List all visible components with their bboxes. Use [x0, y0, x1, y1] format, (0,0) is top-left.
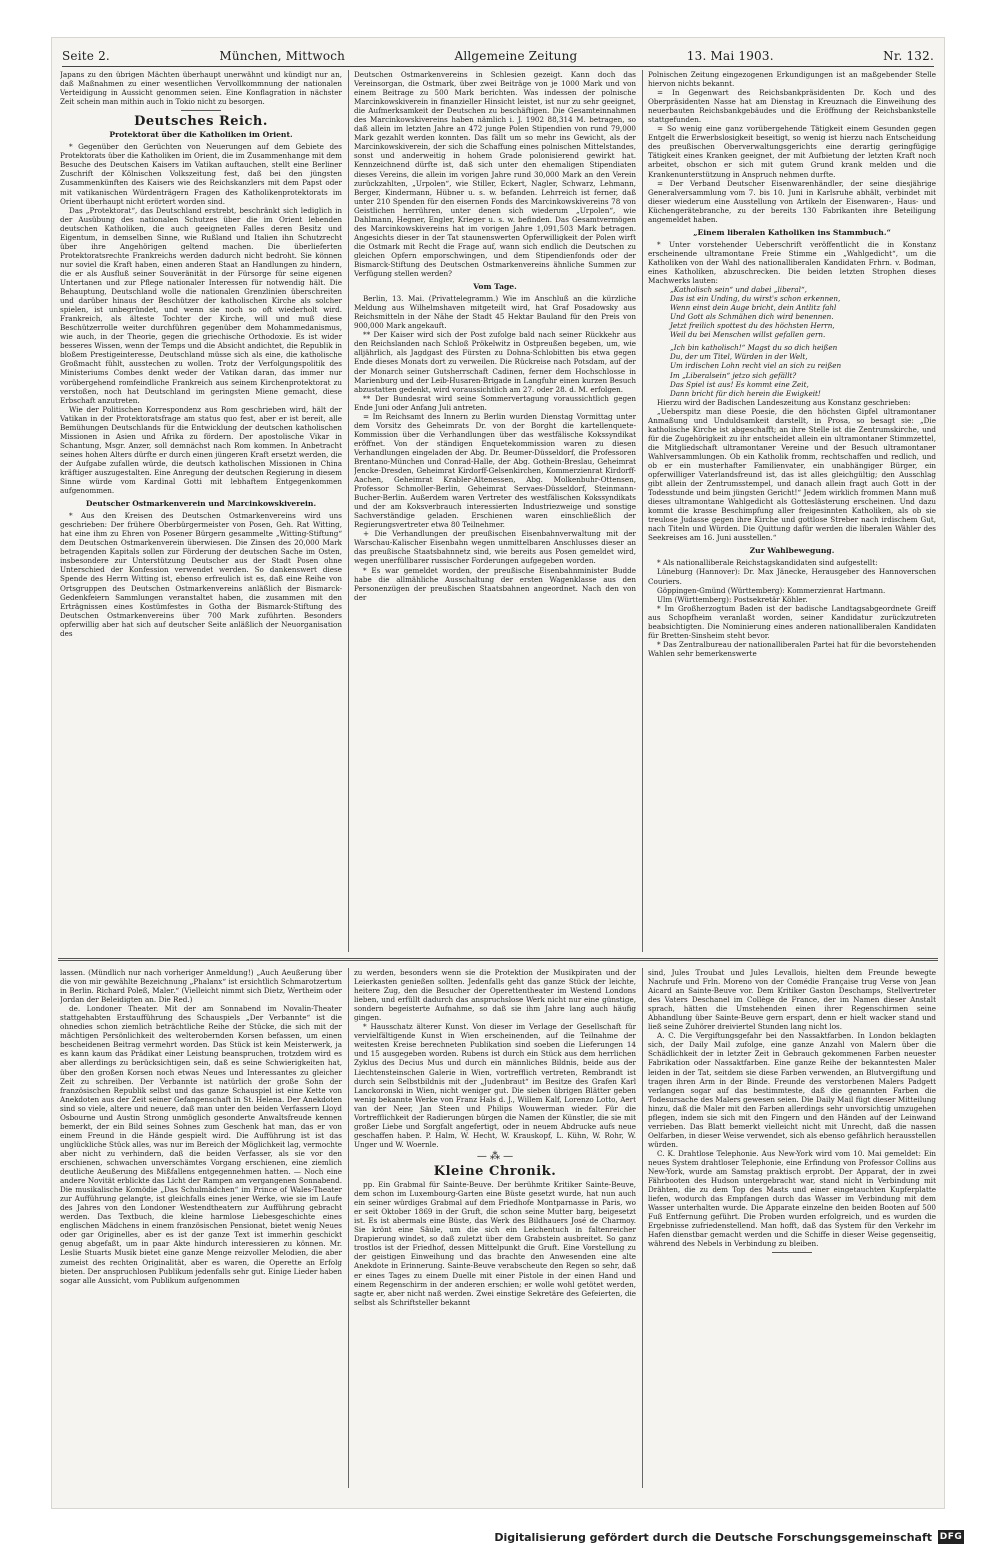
poem-line: Um irdischen Lohn recht viel an sich zu reißen: [670, 361, 842, 371]
text-paragraph: * Gegenüber den Gerüchten von Neuerungen auf dem Gebiete des Protektorats über die Katholiken im Orient, die im Zusammenhange mit dem Besuche des Deutschen Kaisers im Vatikan auftauchen, stellt eine Berliner Zuschrift der Kölnischen Volkszeitung fest, daß bei den jüngsten Zusammenkünften des Kaisers wie des Reichskanzlers mit dem Papst oder mit vatikanischen Würdenträgern Fragen des Katholikenprotektorats im Orient überhaupt nicht erörtert worden sind.: [60, 142, 342, 206]
poem-line: Das ist ein Unding, du wirst's schon erkennen,: [670, 294, 841, 304]
column-rule: [642, 70, 643, 952]
text-paragraph: * Aus den Kreisen des Deutschen Ostmarkenvereins wird uns geschrieben: Der frühere Oberbürgermeister von Posen, Geh. Rat Witting, hat eine ihm zu Ehren von Posener Bürgern gesammelte „Witting-Stiftung“ dem Deutschen Ostmarkenverein überwiesen. Die Zinsen des 20,000 Mark betragenden Kapitals sollen zur Förderung der deutschen Sache im Osten, insbesondere zur Unterstützung Deutscher aus der Stadt Posen ohne Unterschied der Konfession verwendet werden. So dankenswert diese Spende des Herrn Witting ist, ebenso erfreulich ist es, daß eine Reihe von Ortsgruppen des Deutschen Ostmarkenvereins anläßlich der Bismarck-Gedenkfeiern Sammlungen veranstaltet haben, die zusammen mit den Erträgnissen eines Kostümfestes in Gotha der Bismarck-Stiftung des Deutschen Ostmarkenvereins über 700 Mark zuführten. Besonders opferwillig aber hat sich auf deutscher Seite anläßlich der Neuorganisation des: [60, 511, 342, 638]
text-paragraph: C. K. Drahtlose Telephonie. Aus New-York wird vom 10. Mai gemeldet: Ein neues System drahtloser Telephonie, eine Erfindung von Professor Collins aus New-York, wurde am Samstag praktisch erprobt. Der Apparat, der in zwei Fährbooten des Hudson untergebracht war, stand nicht in Verbindung mit Drähten, die zu dem Top des Masts und einer eingetauchten Kupferplatte liefen, wodurch das Empfangen durch das Wasser im Verbindung mit dem Wasser unterhalten wurde. Die Apparate einzelne den beiden Booten auf 500 Fuß Entfernung geführt. Die Proben wurden erfolgreich, und es wurden die Ergebnisse zufriedenstellend. Man hofft, daß das System für den Verkehr im Hafen dienstbar gemacht werden und die Schiffe in dieser Weise gegenseitig, während des Nebels in Verbindung zu bleiben.: [648, 1148, 936, 1249]
poem-line: Jetzt freilich spottest du des höchsten Herrn,: [670, 321, 835, 331]
section-heading: Deutsches Reich.: [134, 114, 268, 130]
poem-line: Das Spiel ist aus! Es kommt eine Zeit,: [670, 379, 809, 389]
article-heading: Zur Wahlbewegung.: [749, 546, 835, 556]
text-paragraph: A. C. Die Vergiftungsgefahr bei den Nassaktfarben. In London beklagten sich, der Daily Mail zufolge, eine ganze Anzahl von Malern über die Schädlichkeit der in letzter Zeit in Gebrauch gekommenen Farben neuester Fabrikation oder Nassaktfarben. Eine ganze Reihe der bekanntesten Maler leiden in der Tat, seitdem sie diese Farben verwenden, an Blutvergiftung und tragen ihren Arm in der Binde. Freunde des verstorbenen Malers Padgett verlangen sogar auf das bestimmteste, daß die genannten Farben die Todesursache des Malers gewesen seien. Die Daily Mail fügt dieser Mitteilung hinzu, daß die Maler mit den Farben allerdings sehr unvorsichtig umzugehen pflegen, indem sie sich mit den Fingern und den Händen auf der Leinwand verrieben. Das Blatt bemerkt vielleicht nicht mit Unrecht, daß die nassen Oelfarben, in dieser Weise verwendet, sich als ebenso gefährlich herausstellen würden.: [648, 1031, 936, 1149]
poem-line: „Ich bin katholisch!“ Magst du so dich heißen: [670, 343, 838, 353]
poem-line: Und Gott als Schmähen dich wird benennen.: [670, 312, 834, 322]
text-paragraph: ** Der Bundesrat wird seine Sommervertagung voraussichtlich gegen Ende Juni oder Anfang Juli antreten.: [354, 393, 636, 412]
column-6: [648, 968, 936, 1488]
column-1: [60, 70, 342, 952]
article-heading: „Einem liberalen Katholiken ins Stammbuch.“: [693, 227, 891, 237]
column-3: [648, 70, 936, 952]
poem-line: Wenn einst dein Auge bricht, dein Antlitz fahl: [670, 303, 837, 313]
text-paragraph: lassen. (Mündlich nur nach vorheriger Anmeldung!) „Auch Aeußerung über die von mir gewählte Bezeichnung „Phalanx“ ist ersichtlich Schmarotzertum in Berlin. Richard Poleß, Maler.“ (Vielleicht nimmt sich Dietz, Wertheim oder Jordan der Beleidigten an. Die Red.): [60, 968, 342, 1005]
text-paragraph: sind, Jules Troubat und Jules Levallois, hielten dem Freunde bewegte Nachrufe und Frln. Moreno von der Comédie Française trug Verse von Jean Aicard an Sainte-Beuve vor. Dem Kritiker Gaston Deschamps, Stellvertreter des Vaters Deschanel im Collège de France, der im Namen dieser Anstalt sprach, hätten die Umstehenden einen ihrer Regenschirmen seine Abhandlung über Sainte-Beuve gern erspart, denn er hielt wacker stand und ließ seine Zuhörer dreiviertel Stunden lang nicht los.: [648, 968, 936, 1032]
newspaper-title: Allgemeine Zeitung: [454, 49, 578, 63]
dfg-logo: DFG: [939, 1532, 963, 1542]
text-paragraph: * Unter vorstehender Ueberschrift veröffentlicht die in Konstanz erscheinende ultramontane Freie Stimme ein „Wahlgedicht“, um die Katholiken von der Wahl des nationalliberalen Kandidaten Frhrn. v. Bodman, eines Katholiken, abzuschrecken. Die beiden letzten Strophen dieses Machwerks lauten:: [648, 239, 936, 286]
text-paragraph: Deutschen Ostmarkenvereins in Schlesien gezeigt. Kann doch das Vereinsorgan, die Ostmark, über zwei Beiträge von je 1000 Mark und von einem Beitrage zu 500 Mark berichten. Was indessen der polnische Marcinkowskiverein in finanzieller Hinsicht leistet, ist nur zu sehr geeignet, die Aufmerksamkeit der Deutschen zu beschäftigen. Die Gesamteinnahmen des Marcinkowskivereins haben nämlich i. J. 1902 88,314 M. betragen, so daß allein im letzten Jahre an 472 junge Polen Stipendien von rund 79,000 Mark gezahlt werden konnten. Das fällt um so mehr ins Gewicht, als der Marcinkowskiverein, der sich die Schaffung eines polnischen Mittelstandes, sonst und anderweitig in hohem Grade polonisierend gewirkt hat. Kennzeichnend dürfte ist, daß sich unter den ehemaligen Stipendiaten dieses Vereins, die allein im vorigen Jahre rund 30,000 Mark an den Verein zurückzahlten, „Urpolen“, wie Stiller, Eckert, Nagler, Schwarz, Lehmann, Berger, Kindermann, Hübner u. s. w. befanden. Lehrreich ist ferner, daß unter 210 Spenden für den eisernen Fonds des Marcinkowskivereins 78 von Geistlichen herrühren, unter denen sich wiederum „Urpolen“, wie Dahlmann, Hegner, Engler, Krieger u. s. w. befinden. Das Gesamtvermögen des Marcinkowskivereins hat im vorigen Jahre 1,091,503 Mark betragen. Angesichts dieser in der Tat staunenswerten Opferwilligkeit der Polen wirft die Ostmark mit Recht die Frage auf, wann sich endlich die Deutschen zu gleichen Opfern emporschwingen, und dem Stipendienfonds oder der Bismarck-Stiftung des Deutschen Ostmarkenvereins ähnliche Summen zur Verfügung stellen werden?: [354, 70, 636, 279]
text-paragraph: Japans zu den übrigen Mächten überhaupt unerwähnt und kündigt nur an, daß Maßnahmen zu einer wesentlichen Vervollkommnung der nationalen Verteidigung in Aussicht genommen seien. Eine Konflagration in nächster Zeit schein man mithin auch in Tokio nicht zu besorgen.: [60, 70, 342, 107]
text-paragraph: = In Gegenwart des Reichsbankpräsidenten Dr. Koch und des Oberpräsidenten Nasse hat am Dienstag in Kreuznach die Einweihung des neuerbauten Reichsbankgebäudes und die Eröffnung der Reichsbankstelle stattgefunden.: [648, 88, 936, 125]
divider: [772, 1252, 812, 1253]
text-paragraph: * Hausschatz älterer Kunst. Von dieser im Verlage der Gesellschaft für vervielfältigende Kunst in Wien erscheinenden, auf die Teilnahme der weitesten Kreise berechneten Publikation sind soeben die Lieferungen 14 und 15 ausgegeben worden. Rubens ist durch ein Stück aus dem herrlichen Zyklus des Decius Mus und durch ein männliches Bildnis, beide aus der Liechtensteinschen Galerie in Wien, vortrefflich vertreten, Rembrandt ist durch sein Selbstbildnis mit der „Judenbraut“ im Besitze des Grafen Karl Lanckoronski in Wien, nicht weniger gut. Die sieben übrigen Blätter geben wenig bekannte Werke von Franz Hals d. J., Willem Kalf, Lorenzo Lotto, Aert van der Neer, Jan Steen und Philips Wouwerman wieder. Für die Vortrefflichkeit der Radierungen bürgen die Namen der Künstler, die sie mit großer Liebe und Sorgfalt angefertigt, oder in neuem Abdrucke aufs neue geschaffen haben. P. Halm, W. Hecht, W. Krauskopf, L. Kühn, W. Rohr, W. Unger und W. Woernle.: [354, 1022, 636, 1149]
text-paragraph: zu werden, besonders wenn sie die Protektion der Musikpiraten und der Leierkasten genießen sollten. Jedenfalls geht das ganze Stück der leichte, heitere Zug, den die Besucher der Operettentheater im Westend Londons lieben, und erfüllt dadurch das anspruchslose Werk nicht nur eine günstige, sondern begeisterte Aufnahme, so daß sie ihm Jahre lang auch häufig gingen.: [354, 968, 636, 1023]
text-paragraph: * Im Großherzogtum Baden ist der badische Landtagsabgeordnete Greiff aus Schopfheim veranlaßt worden, seiner Kandidatur zurückzutreten beabsichtigten. Die Nominierung eines anderen nationalliberalen Kandidaten für Bretten-Sinsheim steht bevor.: [648, 603, 936, 640]
divider: [181, 110, 221, 111]
poem-line: Du, der um Titel, Würden in der Welt,: [670, 352, 808, 362]
column-5: [354, 968, 636, 1488]
text-paragraph: pp. Ein Grabmal für Sainte-Beuve. Der berühmte Kritiker Sainte-Beuve, dem schon im Luxembourg-Garten eine Büste gesetzt wurde, hat nun auch ein seiner würdiges Grabmal auf dem Friedhofe Montparnasse in Paris, wo er seit Oktober 1869 in der Gruft, die schon seine Mutter barg, beigesetzt ist. Es ist abermals eine Büste, das Werk des Bildhauers José de Charmoy. Sie krönt eine Säule, um die sich ein Leichentuch in faltenreicher Drapierung windet, so daß zuletzt über dem Grabstein ausbreitet. So ganz trostlos ist der Friedhof, dessen Mittelpunkt die Gruft. Eine Vorstellung zu der geistigen Einweihung und das brachte den Anwesenden eine alte Anekdote in Erinnerung. Sainte-Beuve verabscheute den Regen so sehr, daß er eines Tages zu einem Duelle mit einer Pistole in der einen Hand und einem Regenschirm in der anderen erschien; er wolle wohl getötet werden, sagte er, aber nicht naß werden. Zwei einstige Sekretäre des Gefeierten, die selbst als Schriftsteller bekannt: [354, 1180, 636, 1307]
text-paragraph: * Das Zentralbureau der nationalliberalen Partei hat für die bevorstehenden Wahlen sehr bemerkenswerte: [648, 639, 936, 658]
column-rule: [642, 968, 643, 1488]
poem-stanza-2: [648, 343, 936, 397]
poem-line: Dann bricht für dich herein die Ewigkeit!: [670, 388, 821, 398]
poem-stanza-1: [648, 285, 936, 339]
text-paragraph: = So wenig eine ganz vorübergehende Tätigkeit einem Gesunden gegen Entgelt die Erwerbslosigkeit beseitigt, so wenig ist hierzu nach Entscheidung des preußischen Oberverwaltungsgerichts eine derartig geringfügige Tätigkeit eines Kranken geeignet, der mit Aufbietung der letzten Kraft noch arbeitet, obschon er sich mit gutem Grund krank melden und die Krankenunterstützung in Anspruch nehmen durfte.: [648, 124, 936, 179]
feuilleton-divider: [58, 958, 938, 961]
text-paragraph: + Die Verhandlungen der preußischen Eisenbahnverwaltung mit der Warschau-Kalischer Eisenbahn wegen unmittelbaren Anschlusses dieser an das preußische Staatsbahnnetz sind, wie bereits aus Posen gemeldet wird, wegen unerfüllbarer russischer Forderungen aufgegeben worden.: [354, 529, 636, 566]
text-paragraph: = Im Reichsamt des Innern zu Berlin wurden Dienstag Vormittag unter dem Vorsitz des Geheimrats Dr. von der Borght die kartellenquete-Kommission über die Verhandlungen über das westfälische Kokssyndikat eröffnet. Von der ständigen Enquetekommission waren zu diesen Verhandlungen eingeladen der Abg. Dr. Beumer-Düsseldorf, die Professoren Brentano-München und Conrad-Halle, der Abg. Gothein-Breslau, Geheimrat Jencke-Dresden, Geheimrat Kirdorff-Gelsenkirchen, Kommerzienrat Kirdorff-Aachen, Geheimrat Krabler-Altenessen, Abg. Molkenbuhr-Ottensen, Professor Schmoller-Berlin, Geheimrat Servaes-Düsseldorf, Steinmann-Bucher-Berlin. Außerdem waren Vertreter des westfälischen Kokssyndikats und der am Koksverbrauch interessierten Industriezweige und sonstige Sachverständige geladen. Erschienen waren einschließlich der Regierungsvertreter etwa 80 Teilnehmer.: [354, 411, 636, 530]
text-paragraph: Ulm (Württemberg): Postsekretär Köhler.: [657, 594, 808, 604]
article-heading: Deutscher Ostmarkenverein und Marcinkowskiverein.: [85, 499, 317, 509]
column-rule: [348, 70, 349, 952]
text-paragraph: de. Londoner Theater. Mit der am Sonnabend im Novalin-Theater stattgehabten Erstaufführung des Schauspiels „Der Verbannte“ ist die ohnedies schon ziemlich beträchtliche Reihe der Stücke, die sich mit der mächtigen Persönlichkeit des welterobernden Korsen befassen, um einen bescheidenen Beitrag vermehrt worden. Das Stück ist kein Meisterwerk, ja es kann kaum das Prädikat einer Leistung beanspruchen, trotzdem wird es aber allerdings zu berücksichtigen sein, daß es seine Schwierigkeiten hat, über den großen Korsen noch etwas Neues und Interessantes zu gleicher Zeit zu schreiben. Der Verbannte ist natürlich der große Sohn der französischen Republik selbst und das ganze Schauspiel ist eine Kette von Anekdoten aus der Zeit seiner Gefangenschaft in St. Helena. Der Anekdoten sind so viele, altere und neuere, daß man unter den beiden Verfassern Lloyd Osbourne und Austin Strong unmöglich gesonderte Anwaltsfreude kennen bemerkt, der ein Bild seines Sohnes zum Geschenk hat man, das er von einem Freund in die Hände gespielt wird. Die Aufführung ist ist das unglückliche Stück alles, was nur im Bereich der Möglichkeit lag, vermochte aber nicht zu verhindern, daß die beiden Verfasser, als sie vor den erschienen, schwachen unverschämtes Vorgang erschienen, eine ziemlich deutliche Aeußerung des Mißfallens entgegennehmen hatten. — Noch eine andere Novität erblickte das Licht der Rampen am vergangenen Sonnabend. Die musikalische Komödie „Das Schulmädchen“ im Prince of Wales-Theater zur Aufführung gelangte, ist gleichfalls eines jener Werke, wie sie im Laufe des Jahres von den Londoner Westendtheatern zur Aufführung gebracht werden. Das Textbuch, die kleine harmlose Liebesgeschichte eines englischen Mädchens in einem französischen Pensionat, bietet wenig Neues oder gar Originelles, aber es ist der ganze Text ist immerhin geschickt genug abgefaßt, um in paar Akte hindurch interessieren zu können. Mr. Leslie Stuarts Musik bietet eine ganze Menge reizvoller Melodien, die aber zumeist des rechten Originalität, aber es waren, die Operette an Erfolg bieten. Der anspruchlosen Publikum jedenfalls sehr gut. Einige Lieder haben sogar alle Aussicht, vom Publikum aufgenommen: [60, 1004, 342, 1285]
text-paragraph: Polnischen Zeitung eingezogenen Erkundigungen ist an maßgebender Stelle hiervon nichts bekannt.: [648, 70, 936, 89]
article-heading: Vom Tage.: [473, 282, 517, 292]
text-paragraph: Berlin, 13. Mai. (Privattelegramm.) Wie im Anschluß an die kürzliche Meldung aus Wilhelmshaven mitgeteilt wird, hat Graf Posadowsky aus Reichsmitteln in der Nähe der Stadt 45 Hektar Bauland für den Preis von 900,000 Mark angekauft.: [354, 294, 636, 331]
text-paragraph: Das „Protektorat“, das Deutschland erstrebt, beschränkt sich lediglich in der Ausübung des nationalen Schutzes über die im Orient lebenden deutschen Katholiken, die auch geeigneten Falles deren Besitz und Eigentum, in demselben Sinne, wie Rußland und Italien ihn Schutzrecht über ihre Angehörigen geltend machen. Die überlieferten Protektoratsrechte Frankreichs werden dadurch nicht bedroht. Sie können nur soviel die Kraft haben, einen anderen Staat an Handlungen zu hindern, die er als Ausfluß seiner Souveränität in der Fürsorge für seine eigenen Untertanen und zur Pflege nationaler Interessen für notwendig hält. Die Behauptung, Deutschland wolle die nationalen Grenzlinien überschreiten und darüber hinaus der Beschützer der katholischen Kirche als solcher spielen, ist unbegründet, und wenn sie noch so oft wiederholt wird. Frankreich, als älteste Tochter der Kirche, will und muß diese Beschützerrolle weiter durchführen gegenüber dem Mohammedanismus, wie auch, in der Theorie, gegen die griechische Orthodoxie. Es ist wider besseres Wissen, wenn der Temps und die Absicht andichtet, die Republik in bloßem Prestigeinteresse, Deutschland müsse sich als eine, die katholische Großmacht fühlt, ausstechen zu wollen. Trotz der Verfolgungspolitik des Ministeriums Combes denkt weder der Vatikan daran, das immer nur vorübergehend romfeindliche Frankreich aus seinem Kirchenprotektorat zu verstoßen, noch hat Deutschland im geringsten Miene gemacht, diese Erbschaft anzutreten.: [60, 205, 342, 405]
digitization-credit: [494, 1530, 964, 1544]
column-rule: [348, 968, 349, 1488]
poem-line: Im „Liberalsein“ jetzo sich gefällt?: [670, 370, 797, 380]
section-heading: Kleine Chronik.: [433, 1163, 557, 1179]
ornament-divider: — ⁂ —: [476, 1150, 514, 1162]
text-paragraph: * Es war gemeldet worden, der preußische Eisenbahnminister Budde habe die allmähliche Ausschaltung der ersten Wagenklasse aus den Personenzügen der preußischen Staatsbahnen angeordnet. Nach den von der: [354, 565, 636, 602]
article-heading: Protektorat über die Katholiken im Orient.: [109, 130, 293, 140]
text-paragraph: * Als nationalliberale Reichstagskandidaten sind aufgestellt:: [657, 558, 878, 568]
text-paragraph: Göppingen-Gmünd (Württemberg): Kommerzienrat Hartmann.: [657, 585, 886, 595]
poem-line: Weil du bei Menschen willst gefallen gern.: [670, 330, 826, 340]
text-paragraph: Hierzu wird der Badischen Landeszeitung aus Konstanz geschrieben:: [657, 397, 911, 407]
text-paragraph: Wie der Politischen Korrespondenz aus Rom geschrieben wird, hält der Vatikan in der Protektoratsfrage am status quo fest, aber er ist bereit, alle Bemühungen Deutschlands für die Entwicklung der deutschen katholischen Missionen in Asien und Afrika zu fördern. Der apostolische Vikar in Schantung, Msgr. Anzer, soll demnächst nach Rom kommen. In Anbetracht seines hohen Alters dürfte er durch einen jüngeren Kraft ersetzt werden, die der Aufgabe zufallen würde, die deutsch katholischen Missionen in China kräftiger auszugestalten. Eine Anregung der deutschen Regierung in diesem Sinne würde vom Kardinal Gotti mit lebhaftem Entgegenkommen aufgenommen.: [60, 404, 342, 496]
issue-date: 13. Mai 1903.: [686, 49, 774, 63]
place-day: München, Mittwoch: [219, 49, 346, 63]
poem-line: „Katholisch sein“ und dabei „liberal“,: [670, 285, 807, 295]
newspaper-page: [52, 38, 944, 1508]
issue-number: Nr. 132.: [883, 49, 934, 63]
text-paragraph: ** Der Kaiser wird sich der Post zufolge bald nach seiner Rückkehr aus den Reichslanden nach Schloß Prökelwitz in Ostpreußen begeben, um, wie alljährlich, als Jagdgast des Fürsten zu Dohna-Schlobitten bis etwa gegen Ende dieses Monats dort zu verweilen. Die Rückreise nach Potsdam, auf der der Monarch seiner Gutsherrschaft Cadinen, ferner dem Hochschlosse in Marienburg und der Leib-Husaren-Brigade in Langfuhr einen kurzen Besuch abzustatten gedenkt, wird voraussichtlich am 27. oder 28. d. M. erfolgen.: [354, 330, 636, 394]
text-paragraph: „Ueberspitz man diese Poesie, die den höchsten Gipfel ultramontaner Anmaßung und Unduldsamkeit darstellt, in Prosa, so besagt sie: „Die katholische Kirche ist abgeschafft; an ihre Stelle ist die Zentrumskirche, und für die Zugehörigkeit zu ihr entscheidet allein ein ultramontaner Stimmzettel, die Mitgliedschaft ultramontaner Vereine und der Besuch ultramontaner Wahlversammlungen. Ob ein Katholik fromm, rechtschaffen und redlich, und ob er ein musterhafter Familienvater, ein unabhängiger Bürger, ein opferwilliger Vaterlandsfreund ist, das ist alles gleichgültig; den Ausschlag gibt allein der Zentrumsstempel, und danach allein fragt auch Gott in der Todesstunde und beim jüngsten Gericht!“ Jedem wirklich frommen Mann muß dieses ultramontane Wahlgedicht als Gotteslästerung erscheinen. Und dazu kommt die krasse Beschimpfung aller freigesinnten Katholiken, als ob sie treulose Judasse gegen ihre Kirche und gottlose Streber nach irdischem Gut, nach Titeln und Würden. Die Quittung dafür werden die liberalen Wähler des Seekreises am 16. Juni ausstellen.“: [648, 406, 936, 543]
column-2: [354, 70, 636, 952]
page-header: [62, 46, 934, 67]
column-4: [60, 968, 342, 1488]
text-paragraph: = Der Verband Deutscher Eisenwarenhändler, der seine diesjährige Generalversammlung vom 7. bis 10. Juni in Karlsruhe abhält, verbindet mit dieser wiederum eine Ausstellung von Artikeln der Eisenwaren-, Haus- und Küchengerätebranche, zu der bereits 130 Fabrikanten ihre Beteiligung angemeldet haben.: [648, 178, 936, 224]
text-paragraph: Lüneburg (Hannover): Dr. Max Jänecke, Herausgeber des Hannoverschen Couriers.: [648, 567, 936, 586]
page-number: Seite 2.: [62, 49, 110, 63]
credit-text: Digitalisierung gefördert durch die Deutsche Forschungsgemeinschaft: [494, 1530, 932, 1544]
